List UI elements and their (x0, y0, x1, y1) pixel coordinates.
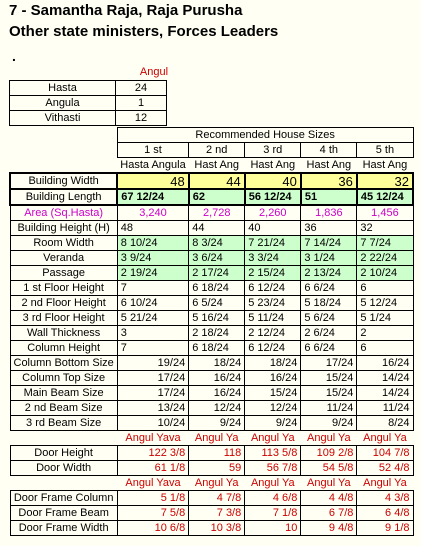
data-row (10, 251, 413, 266)
unit-header: Hast Ang (250, 158, 296, 171)
row-value: 19/24 (117, 356, 188, 371)
door-value: 54 5/8 (301, 461, 357, 476)
units-label: Angul (139, 66, 169, 78)
data-row (10, 371, 413, 386)
row-value: 36 (301, 173, 357, 189)
house-size-table (9, 127, 414, 536)
frame-label: Door Frame Width (10, 521, 117, 536)
door-value: 104 7/8 (357, 446, 413, 461)
frame-unit-header: Angul Ya (250, 476, 295, 489)
blank-cell (10, 143, 117, 158)
frame-row (10, 521, 413, 536)
door-value: 118 (189, 446, 245, 461)
row-value: 11/24 (301, 401, 357, 416)
frame-value: 10 3/8 (189, 521, 245, 536)
unit-name: Hasta (10, 81, 116, 96)
column-header: 4 th (301, 143, 357, 158)
recommended-title: Recommended House Sizes (117, 128, 413, 143)
row-value: 6 (357, 281, 413, 296)
door-unit-header: Angul Ya (363, 431, 407, 444)
row-value: 16/24 (189, 371, 245, 386)
row-value: 12/24 (189, 401, 245, 416)
door-label: Door Width (10, 461, 117, 476)
frame-value: 7 3/8 (189, 506, 245, 521)
row-value: 5 11/24 (245, 311, 301, 326)
unit-header: Hasta Angula (120, 158, 186, 171)
row-value: 9/24 (189, 416, 245, 431)
blank-cell (10, 158, 117, 174)
row-value: 3 6/24 (189, 251, 245, 266)
row-value: 7 14/24 (301, 236, 357, 251)
row-label: Building Width (10, 173, 117, 189)
frame-row (10, 506, 413, 521)
row-label: Veranda (10, 251, 117, 266)
frame-value: 5 1/8 (117, 491, 188, 506)
row-value: 32 (357, 173, 413, 189)
row-value: 6 6/24 (301, 341, 357, 356)
data-row (10, 266, 413, 281)
column-header: 5 th (357, 143, 413, 158)
row-value: 7 7/24 (357, 236, 413, 251)
data-row (10, 311, 413, 326)
row-value: 2 18/24 (189, 326, 245, 341)
row-value: 62 (189, 189, 245, 205)
row-value: 6 12/24 (245, 281, 301, 296)
row-value: 7 (117, 341, 188, 356)
row-value: 15/24 (301, 386, 357, 401)
row-label: 3 rd Floor Height (10, 311, 117, 326)
row-value: 51 (301, 189, 357, 205)
row-value: 2 12/24 (245, 326, 301, 341)
row-value: 40 (245, 221, 301, 236)
blank-cell (10, 476, 117, 491)
column-header: 2 nd (189, 143, 245, 158)
row-value: 48 (117, 173, 188, 189)
row-value: 5 12/24 (357, 296, 413, 311)
door-value: 52 4/8 (357, 461, 413, 476)
row-value: 8 10/24 (117, 236, 188, 251)
row-value: 17/24 (117, 386, 188, 401)
row-label: Main Beam Size (10, 386, 117, 401)
units-table (9, 80, 167, 126)
row-value: 36 (301, 221, 357, 236)
data-row (10, 281, 413, 296)
door-unit-header: Angul Ya (194, 431, 239, 444)
unit-name: Angula (10, 96, 116, 111)
row-value: 6 12/24 (245, 341, 301, 356)
row-value: 16/24 (189, 386, 245, 401)
row-value: 14/24 (357, 371, 413, 386)
page-subtitle: Other state ministers, Forces Leaders (9, 23, 279, 40)
frame-label: Door Frame Beam (10, 506, 117, 521)
row-value: 2 22/24 (357, 251, 413, 266)
units-row (10, 96, 167, 111)
row-value: 2,728 (189, 205, 245, 221)
units-row (10, 111, 167, 126)
row-value: 5 18/24 (301, 296, 357, 311)
row-value: 2 17/24 (189, 266, 245, 281)
row-value: 7 (117, 281, 188, 296)
row-value: 1,456 (357, 205, 413, 221)
row-label: 2 nd Floor Height (10, 296, 117, 311)
data-row (10, 189, 413, 205)
row-label: Room Width (10, 236, 117, 251)
row-value: 2 15/24 (245, 266, 301, 281)
row-value: 3 (117, 326, 188, 341)
row-value: 44 (189, 173, 245, 189)
row-label: 2 nd Beam Size (10, 401, 117, 416)
row-value: 18/24 (189, 356, 245, 371)
row-value: 12/24 (245, 401, 301, 416)
data-row (10, 401, 413, 416)
unit-name: Vithasti (10, 111, 116, 126)
row-value: 5 16/24 (189, 311, 245, 326)
units-row (10, 81, 167, 96)
door-unit-header: Angul Ya (250, 431, 295, 444)
frame-value: 4 6/8 (245, 491, 301, 506)
row-value: 44 (189, 221, 245, 236)
data-row (10, 341, 413, 356)
data-row (10, 205, 413, 221)
row-value: 15/24 (301, 371, 357, 386)
row-label: Building Length (10, 189, 117, 205)
data-row (10, 221, 413, 236)
row-value: 6 5/24 (189, 296, 245, 311)
row-value: 2 19/24 (117, 266, 188, 281)
unit-header: Hast Ang (306, 158, 352, 171)
door-value: 56 7/8 (245, 461, 301, 476)
row-value: 3 3/24 (245, 251, 301, 266)
door-row (10, 446, 413, 461)
header-row (10, 128, 413, 143)
frame-units-row (10, 476, 413, 491)
row-value: 16/24 (357, 356, 413, 371)
row-value: 3 1/24 (301, 251, 357, 266)
unit-value: 1 (116, 96, 167, 111)
row-value: 6 18/24 (189, 341, 245, 356)
door-row (10, 461, 413, 476)
frame-row (10, 491, 413, 506)
row-value: 40 (245, 173, 301, 189)
data-row (10, 173, 413, 189)
frame-value: 10 (245, 521, 301, 536)
row-value: 5 1/24 (357, 311, 413, 326)
frame-value: 4 7/8 (189, 491, 245, 506)
frame-value: 6 7/8 (301, 506, 357, 521)
data-row (10, 356, 413, 371)
row-value: 10/24 (117, 416, 188, 431)
row-value: 7 21/24 (245, 236, 301, 251)
row-value: 2 (357, 326, 413, 341)
blank-cell (10, 128, 117, 143)
frame-value: 7 5/8 (117, 506, 188, 521)
row-value: 48 (117, 221, 188, 236)
row-value: 2,260 (245, 205, 301, 221)
frame-label: Door Frame Column (10, 491, 117, 506)
row-value: 2 6/24 (301, 326, 357, 341)
row-label: Wall Thickness (10, 326, 117, 341)
row-label: Area (Sq.Hasta) (10, 205, 117, 221)
units-header-row (10, 158, 413, 174)
column-header: 3 rd (245, 143, 301, 158)
row-value: 6 18/24 (189, 281, 245, 296)
unit-value: 24 (116, 81, 167, 96)
data-row (10, 386, 413, 401)
unit-header: Hast Ang (194, 158, 240, 171)
frame-value: 9 1/8 (357, 521, 413, 536)
row-label: Column Top Size (10, 371, 117, 386)
frame-value: 6 4/8 (357, 506, 413, 521)
row-label: Column Height (10, 341, 117, 356)
frame-value: 10 6/8 (117, 521, 188, 536)
row-value: 45 12/24 (357, 189, 413, 205)
data-row (10, 296, 413, 311)
row-value: 13/24 (117, 401, 188, 416)
row-value: 11/24 (357, 401, 413, 416)
row-value: 67 12/24 (117, 189, 188, 205)
row-value: 15/24 (245, 386, 301, 401)
frame-value: 7 1/8 (245, 506, 301, 521)
row-value: 6 10/24 (117, 296, 188, 311)
frame-value: 4 3/8 (357, 491, 413, 506)
data-row (10, 326, 413, 341)
row-value: 16/24 (245, 371, 301, 386)
row-value: 8 3/24 (189, 236, 245, 251)
door-unit-header: Angul Ya (307, 431, 351, 444)
row-label: 3 rd Beam Size (10, 416, 117, 431)
row-value: 1,836 (301, 205, 357, 221)
row-value: 6 6/24 (301, 281, 357, 296)
data-row (10, 416, 413, 431)
row-label: Column Bottom Size (10, 356, 117, 371)
column-header: 1 st (117, 143, 188, 158)
unit-header: Hast Ang (362, 158, 408, 171)
door-value: 109 2/8 (301, 446, 357, 461)
row-value: 9/24 (245, 416, 301, 431)
blank-cell (10, 431, 117, 446)
row-value: 3,240 (117, 205, 188, 221)
row-value: 14/24 (357, 386, 413, 401)
row-value: 17/24 (117, 371, 188, 386)
frame-value: 4 4/8 (301, 491, 357, 506)
row-value: 9/24 (301, 416, 357, 431)
frame-unit-header: Angul Yava (125, 476, 181, 489)
frame-unit-header: Angul Ya (194, 476, 239, 489)
frame-unit-header: Angul Ya (307, 476, 351, 489)
data-row (10, 236, 413, 251)
row-value: 56 12/24 (245, 189, 301, 205)
dot-mark: . (12, 48, 16, 64)
door-value: 113 5/8 (245, 446, 301, 461)
frame-value: 9 4/8 (301, 521, 357, 536)
row-value: 18/24 (245, 356, 301, 371)
door-value: 61 1/8 (117, 461, 188, 476)
row-value: 17/24 (301, 356, 357, 371)
row-value: 5 23/24 (245, 296, 301, 311)
door-value: 59 (189, 461, 245, 476)
frame-unit-header: Angul Ya (363, 476, 407, 489)
door-units-row (10, 431, 413, 446)
row-value: 3 9/24 (117, 251, 188, 266)
row-value: 2 13/24 (301, 266, 357, 281)
door-label: Door Height (10, 446, 117, 461)
row-value: 2 10/24 (357, 266, 413, 281)
row-value: 5 6/24 (301, 311, 357, 326)
door-unit-header: Angul Yava (125, 431, 181, 444)
door-value: 122 3/8 (117, 446, 188, 461)
row-value: 32 (357, 221, 413, 236)
row-value: 5 21/24 (117, 311, 188, 326)
column-header-row (10, 143, 413, 158)
unit-value: 12 (116, 111, 167, 126)
row-value: 6 (357, 341, 413, 356)
row-label: Passage (10, 266, 117, 281)
row-label: Building Height (H) (10, 221, 117, 236)
row-value: 8/24 (357, 416, 413, 431)
page-title: 7 - Samantha Raja, Raja Purusha (9, 2, 243, 19)
row-label: 1 st Floor Height (10, 281, 117, 296)
